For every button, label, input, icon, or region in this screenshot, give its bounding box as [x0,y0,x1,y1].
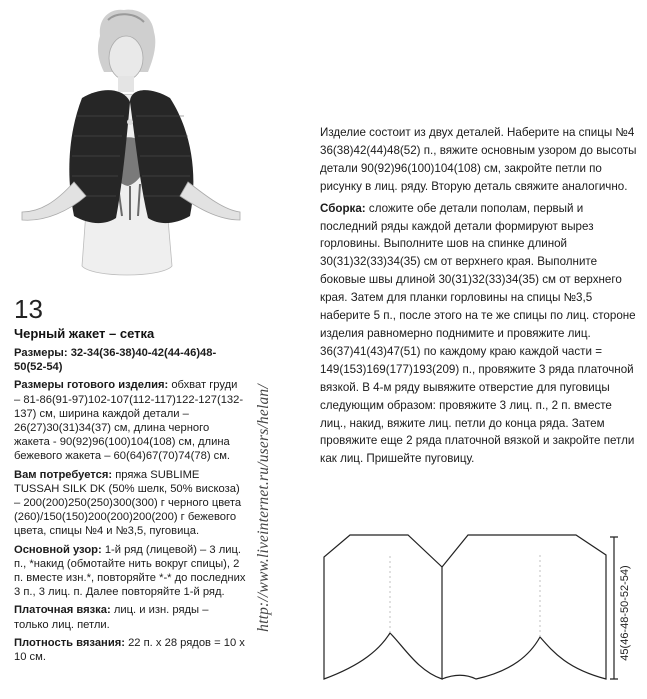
main-pattern-value: 1-й ряд (лицевой) – 3 лиц. п., *накид (обмотайте нить вокруг спицы), 2 п. вместе изн.*, повторяйте *-* до последних 3 п., 3 лиц. п. Далее повторяйте 1-й ряд. [14,543,246,599]
finished-label: Размеры готового изделия: [14,379,169,392]
materials-label: Вам потребуется: [14,468,113,481]
gauge-label: Плотность вязания: [14,636,125,649]
left-panel-outline [324,535,442,679]
dimension-line [610,537,618,679]
assembly-value: сложите обе детали пополам, первый и последний ряды каждой детали формируют вырез горловины. Выполните шов на спинке длиной 30(31)32(33)34(35) см от верхнего края. Выполните боковые швы длиной 30(31)32(33)34(35) см от верхнего края. Затем для планки горловины на спицы №3,5 наберите 5 п., после этого на те же спицы по лиц. стороне изделия равномерно поднимите и провяжите лиц. 36(37)41(43)47(51) по каждому краю каждой части = 149(153)169(177)193(209) п., провяжите 3 ряда платочной вязкой. В 4-м ряду вывяжите отверстие для пуговицы следующим образом: провяжите 3 лиц. п., 2 п. вместе лиц., накид, вяжите лиц. петли до конца ряда. Затем провяжите еще 2 ряда платочной вязкой и закройте петли как лиц. Пришейте пуговицу. [320,201,636,466]
left-column [14,346,246,668]
right-panel-outline [442,535,606,679]
main-pattern-label: Основной узор: [14,543,102,556]
model-photo [12,6,248,290]
gauge-value: 22 п. х 28 рядов = 10 х 10 см. [14,636,245,664]
garter-paragraph [14,603,246,631]
pattern-title: Черный жакет – сетка [14,326,155,341]
main-pattern-paragraph [14,543,246,600]
pattern-number: 13 [14,294,43,324]
sizes-paragraph [14,346,246,374]
assembly-paragraph [320,200,638,469]
right-column [320,124,638,472]
watermark [253,320,275,695]
finished-value: обхват груди – 81-86(91-97)102-107(112-117)122-127(132-137) см, ширина каждой детали – 26(27)30(31)34(37) см, длина черного жакета - 90(92)96(100)104(108) см, длина бежевого жакета – 60(64)67(70)74(78) см. [14,379,244,463]
sizes-value: 32-34(36-38)40-42(44-46)48-50(52-54) [14,347,217,374]
materials-value: пряжа SUBLIME TUSSAH SILK DK (50% шелк, 50% вискоза) – 200(200)250(250)300(300) г черного цвета (260)/150(150)200(200)200(200) г бежевого цвета, спицы №4 и №3,5, пуговица. [14,468,242,538]
materials-paragraph [14,468,246,539]
garter-label: Платочная вязка: [14,604,111,617]
finished-paragraph [14,378,246,463]
gauge-paragraph [14,636,246,664]
dimension-label: 45(46-48-50-52-54) [619,565,631,661]
schematic-diagram [318,525,640,695]
assembly-label: Сборка: [320,201,366,215]
intro-paragraph: Изделие состоит из двух деталей. Наберите на спицы №4 36(38)42(44)48(52) п., вяжите основным узором до высоты детали 90(92)96(100)104(108) см, закройте петли по рисунку в лиц. ряду. Вторую деталь свяжите аналогично. [320,126,637,193]
garter-value: лиц. и изн. ряды – только лиц. петли. [14,604,209,631]
sizes-label: Размеры: [14,347,68,359]
watermark-text: http://www.liveinternet.ru/users/helan/ [255,383,272,632]
